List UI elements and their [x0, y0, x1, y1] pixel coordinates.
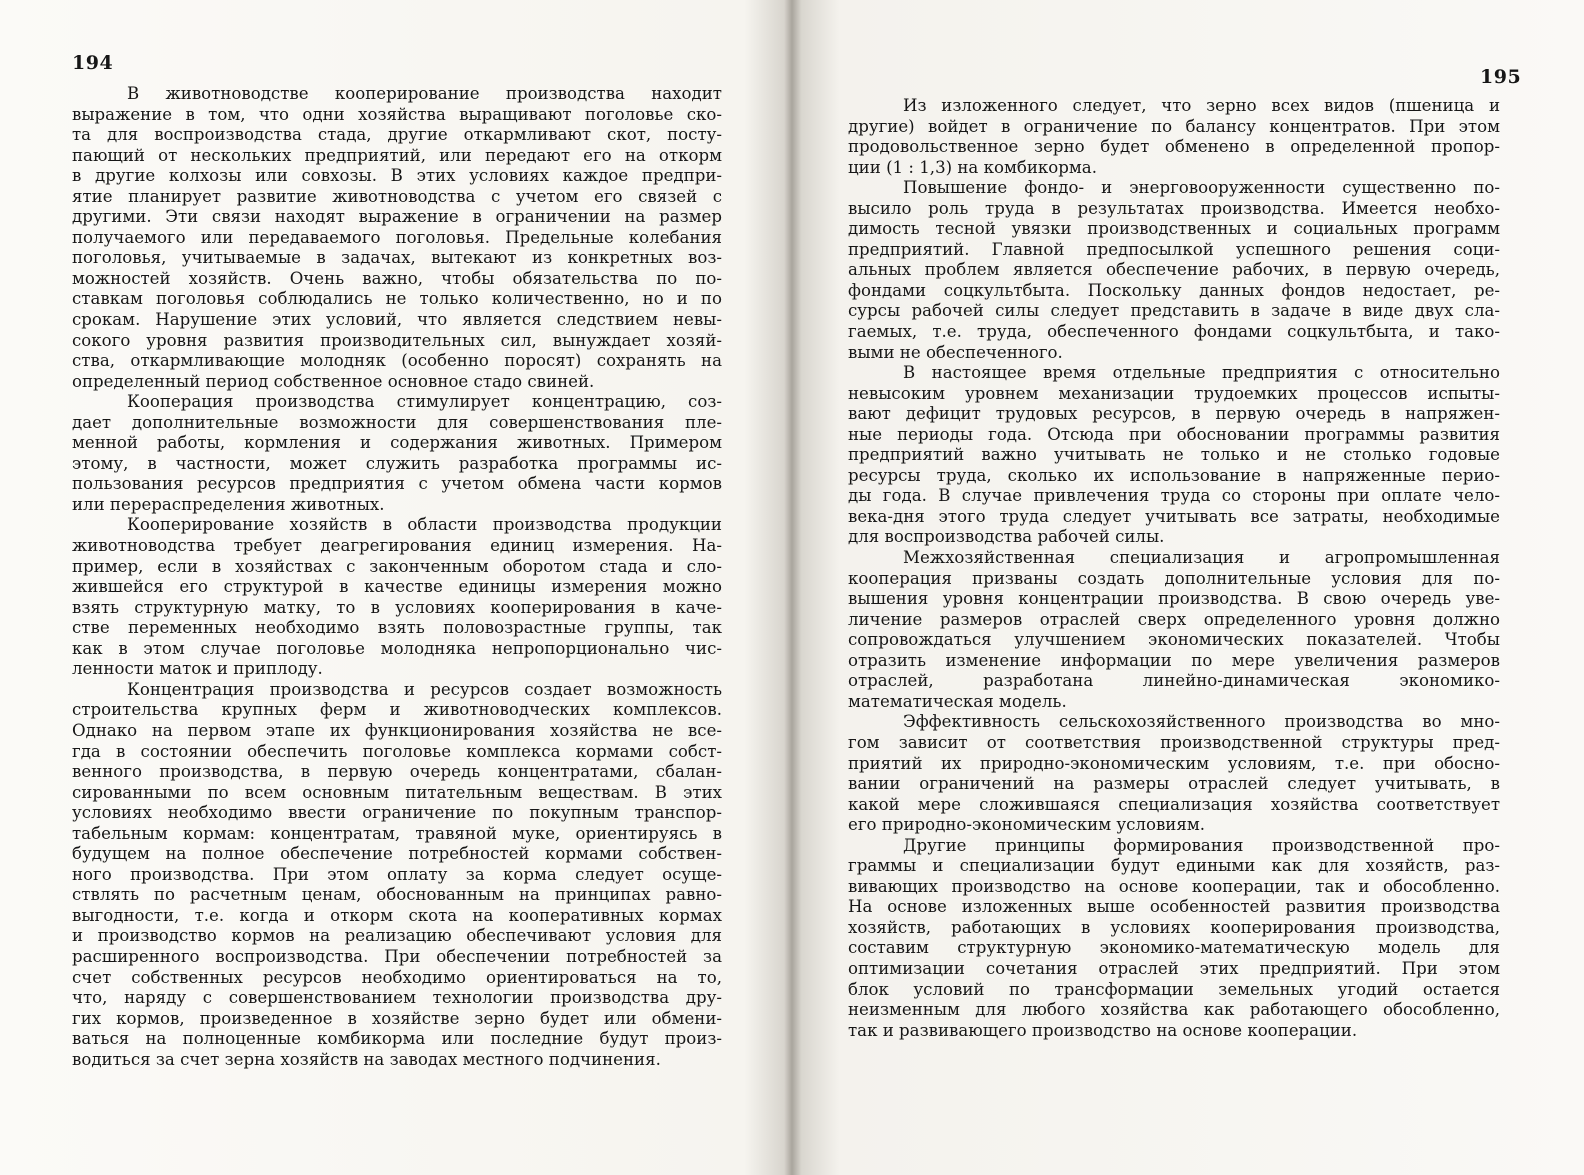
page-number: 194 — [72, 52, 114, 74]
text-line: вании ограничений на размеры отраслей следует учитывать, в — [848, 774, 1500, 794]
text-line: ного производства. При этом оплату за корма следует осуще- — [72, 864, 722, 884]
text-line: блок условий по трансформации земельных угодий остается — [848, 979, 1500, 999]
text-line: сопровождаться улучшением экономических показателей. Чтобы — [848, 630, 1500, 650]
text-line: сокого уровня развития производительных сил, вынуждает хозяй- — [72, 330, 722, 350]
text-line: приятий их природно-экономическим условиям, т.е. при обосно- — [848, 753, 1500, 773]
text-line: менной работы, кормления и содержания животных. Примером — [72, 433, 722, 453]
text-line: На основе изложенных выше особенностей развития производства — [848, 897, 1500, 917]
text-line: венного производства, в первую очередь концентратами, сбалан- — [72, 762, 722, 782]
text-line: жившейся его структурой в качестве единицы измерения можно — [72, 577, 722, 597]
text-line: Кооперация производства стимулирует концентрацию, соз- — [127, 392, 722, 412]
text-line: века-дня этого труда следует учитывать все затраты, необходимые — [848, 506, 1500, 526]
text-line: отразить изменение информации по мере увеличения размеров — [848, 650, 1500, 670]
text-line: ленности маток и приплоду. — [72, 659, 323, 679]
text-line: для воспроизводства рабочей силы. — [848, 527, 1165, 547]
text-line: та для воспроизводства стада, другие откармливают скот, посту- — [72, 125, 722, 145]
text-line: кооперация призваны создать дополнительные условия для по- — [848, 568, 1500, 588]
page-text — [848, 96, 1500, 1041]
text-line: невысоким уровнем механизации трудоемких процессов испыты- — [848, 383, 1500, 403]
text-line: ваться на полноценные комбикорма или последние будут произ- — [72, 1029, 722, 1049]
text-line: Из изложенного следует, что зерно всех видов (пшеница и — [903, 96, 1500, 115]
text-line: в другие колхозы или совхозы. В этих условиях каждое предпри- — [72, 166, 722, 186]
text-line: выражение в том, что одни хозяйства выращивают поголовье ско- — [72, 104, 722, 124]
text-line: водиться за счет зерна хозяйств на заводах местного подчинения. — [72, 1049, 661, 1069]
text-line: Кооперирование хозяйств в области производства продукции — [127, 515, 722, 535]
text-line: оптимизации сочетания отраслей этих предприятий. При этом — [848, 958, 1500, 978]
text-line: фондами соцкультбыта. Поскольку данных фондов недостает, ре- — [848, 280, 1500, 300]
text-line: Эффективность сельскохозяйственного производства во мно- — [903, 712, 1500, 732]
text-line: ствлять по расчетным ценам, обоснованным на принципах равно- — [72, 885, 722, 905]
text-line: дает дополнительные возможности для совершенствования пле- — [72, 412, 722, 432]
text-line: можностей хозяйств. Очень важно, чтобы обязательства по по- — [72, 268, 722, 288]
text-line: димость тесной увязки производственных и социальных программ — [848, 219, 1500, 239]
text-line: хозяйств, работающих в условиях кооперирования производства, — [848, 917, 1500, 937]
text-line: выгодности, т.е. когда и откорм скота на кооперативных кормах — [72, 905, 722, 925]
text-line: и производство кормов на реализацию обеспечивают условия для — [72, 926, 722, 946]
text-line: условиях необходимо ввести ограничение по покупным транспор- — [72, 803, 722, 823]
text-line: ные периоды года. Отсюда при обосновании программы развития — [848, 424, 1500, 444]
text-line: высило роль труда в результатах производства. Имеется необхо- — [848, 198, 1500, 218]
text-line: В животноводстве кооперирование производства находит — [127, 84, 722, 103]
text-line: расширенного воспроизводства. При обеспечении потребностей за — [72, 946, 722, 966]
text-line: так и развивающего производство на основе кооперации. — [848, 1020, 1358, 1040]
text-line: предприятий важно учитывать не только и не столько годовые — [848, 445, 1500, 465]
text-line: другими. Эти связи находят выражение в ограничении на размер — [72, 207, 722, 227]
text-line: этому, в частности, может служить разработка программы ис- — [72, 453, 722, 473]
text-line: предприятий. Главной предпосылкой успешного решения соци- — [848, 239, 1500, 259]
text-line: Межхозяйственная специализация и агропромышленная — [903, 548, 1500, 568]
text-line: поголовья, учитываемые в задачах, вытекают из конкретных воз- — [72, 248, 722, 268]
text-line: вают дефицит трудовых ресурсов, в первую очередь в напряжен- — [848, 404, 1500, 424]
text-line: или перераспределения животных. — [72, 494, 385, 514]
text-line: сурсы рабочей силы следует представить в задаче в виде двух сла- — [848, 301, 1500, 321]
right-page — [792, 0, 1584, 1175]
text-line: ства, откармливающие молодняк (особенно поросят) сохранять на — [72, 351, 722, 371]
text-line: продовольственное зерно будет обменено в определенной пропор- — [848, 137, 1500, 157]
text-line: личение размеров отраслей сверх определенного уровня должно — [848, 609, 1500, 629]
text-line: гих кормов, произведенное в хозяйстве зерно будет или обмени- — [72, 1008, 722, 1028]
text-line: другие) войдет в ограничение по балансу концентратов. При этом — [848, 116, 1500, 136]
text-line: гаемых, т.е. труда, обеспеченного фондами соцкультбыта, и тако- — [848, 322, 1500, 342]
text-line: Концентрация производства и ресурсов создает возможность — [127, 679, 722, 699]
text-line: ды года. В случае привлечения труда со стороны при оплате чело- — [848, 486, 1500, 506]
text-line: взять структурную матку, то в условиях кооперирования в каче- — [72, 597, 722, 617]
text-line: В настоящее время отдельные предприятия с относительно — [903, 363, 1500, 383]
text-line: неизменным для любого хозяйства как работающего обособленно, — [848, 1000, 1500, 1020]
text-line: определенный период собственное основное стадо свиней. — [72, 371, 595, 391]
text-line: Повышение фондо- и энерговооруженности существенно по- — [903, 178, 1500, 198]
text-line: его природно-экономическим условиям. — [848, 815, 1206, 835]
text-line: стве переменных необходимо взять половозрастные группы, так — [72, 618, 722, 638]
text-line: как в этом случае поголовье молодняка непропорционально чис- — [72, 638, 722, 658]
text-line: получаемого или передаваемого поголовья. Предельные колебания — [72, 227, 722, 247]
text-line: какой мере сложившаяся специализация хозяйства соответствует — [848, 794, 1500, 814]
text-line: выми не обеспеченного. — [848, 342, 1063, 362]
text-line: альных проблем является обеспечение рабочих, в первую очередь, — [848, 260, 1500, 280]
text-line: животноводства требует деагрегирования единиц измерения. На- — [72, 536, 722, 556]
text-line: гда в состоянии обеспечить поголовье комплекса кормами собст- — [72, 741, 722, 761]
text-line: пример, если в хозяйствах с законченным оборотом стада и сло- — [72, 556, 722, 576]
text-line: ятие планирует развитие животноводства с учетом его связей с — [72, 186, 722, 206]
text-line: граммы и специализации будут едиными как для хозяйств, раз- — [848, 856, 1500, 876]
text-line: что, наряду с совершенствованием технологии производства дру- — [72, 988, 722, 1008]
text-line: вивающих производство на основе кооперации, так и обособленно. — [848, 876, 1500, 896]
text-line: пользования ресурсов предприятия с учетом обмена части кормов — [72, 474, 722, 494]
text-line: математическая модель. — [848, 691, 1067, 711]
text-line: ставкам поголовья соблюдались не только количественно, но и по — [72, 289, 722, 309]
text-line: табельным кормам: концентратам, травяной муке, ориентируясь в — [72, 823, 722, 843]
text-line: составим структурную экономико-математическую модель для — [848, 938, 1500, 958]
text-line: пающий от нескольких предприятий, или передают его на откорм — [72, 145, 722, 165]
text-line: вышения уровня концентрации производства. В свою очередь уве- — [848, 589, 1500, 609]
text-line: будущем на полное обеспечение потребностей кормами собствен- — [72, 844, 722, 864]
text-line: срокам. Нарушение этих условий, что является следствием невы- — [72, 310, 722, 330]
text-line: Однако на первом этапе их функционирования хозяйства не все- — [72, 720, 722, 740]
text-line: сированными по всем основным питательным веществам. В этих — [72, 782, 722, 802]
text-line: счет собственных ресурсов необходимо ориентироваться на то, — [72, 967, 722, 987]
text-line: отраслей, разработана линейно-динамическая экономико- — [848, 671, 1500, 691]
text-line: Другие принципы формирования производственной про- — [903, 835, 1500, 855]
text-line: ресурсы труда, сколько их использование в напряженные перио- — [848, 465, 1500, 485]
text-line: гом зависит от соответствия производственной структуры пред- — [848, 732, 1500, 752]
text-line: ции (1 : 1,3) на комбикорма. — [848, 157, 1097, 177]
page-text — [72, 84, 722, 1070]
page-number: 195 — [1480, 66, 1522, 88]
text-line: строительства крупных ферм и животноводческих комплексов. — [72, 700, 722, 720]
